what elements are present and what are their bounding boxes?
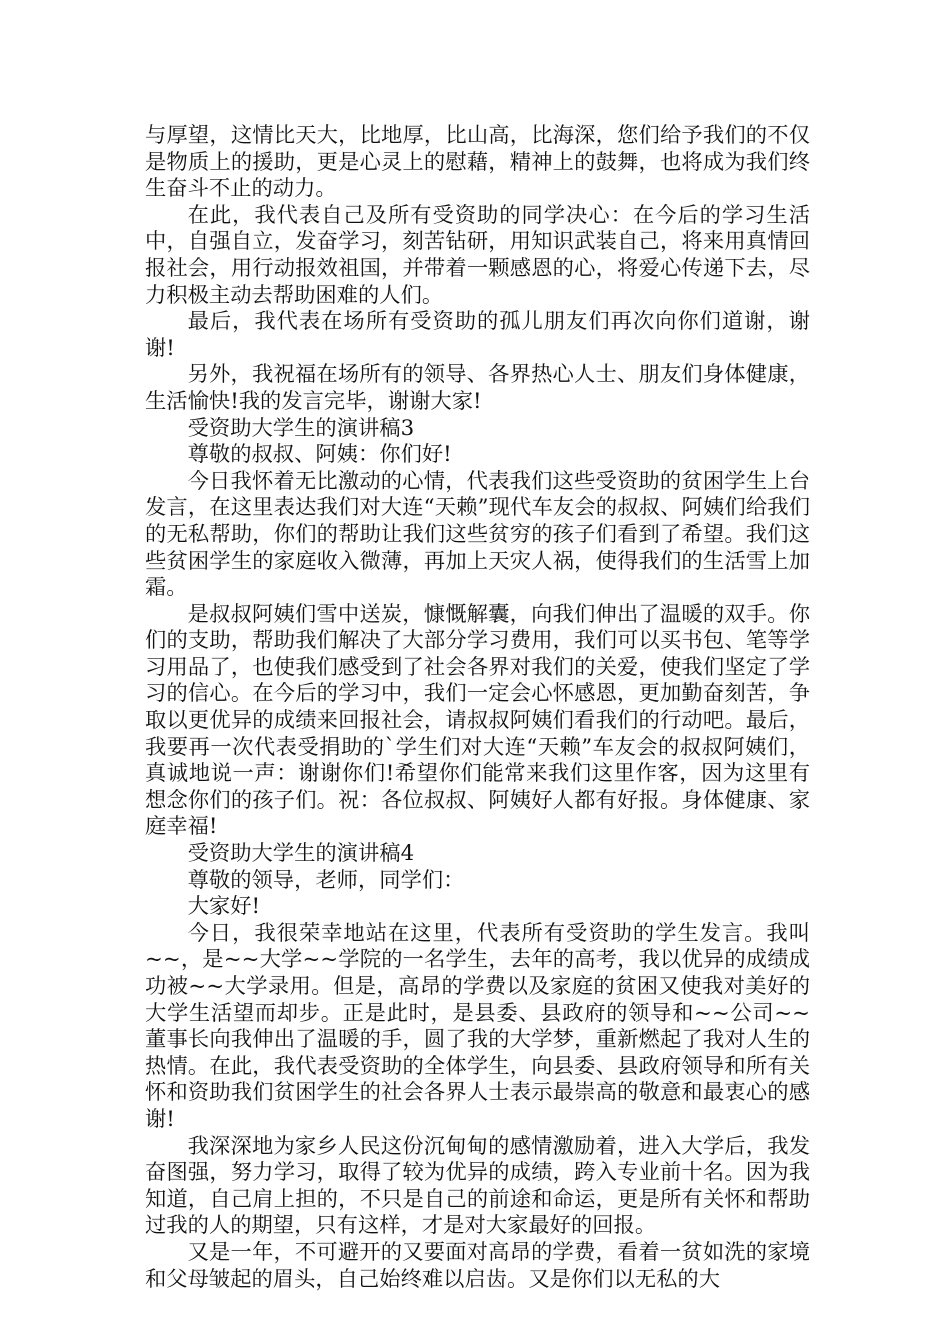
paragraph-13: 我深深地为家乡人民这份沉甸甸的感情激励着，进入大学后，我发奋图强，努力学习，取得了较为优异的成绩，跨入专业前十名。因为我知道，自己肩上担的，不只是自己的前途和命运，更是所有关怀和帮助过我的人的期望，只有这样，才是对大家最好的回报。: [145, 1133, 810, 1239]
paragraph-2: 在此，我代表自己及所有受资助的同学决心：在今后的学习生活中，自强自立，发奋学习，刻苦钻研，用知识武装自己，将来用真情回报社会，用行动报效祖国，并带着一颗感恩的心，将爱心传递下去，尽力积极主动去帮助困难的人们。: [145, 202, 810, 308]
section-heading-4: 受资助大学生的演讲稿4: [187, 841, 415, 867]
paragraph-8: 是叔叔阿姨们雪中送炭，慷慨解囊，向我们伸出了温暖的双手。你们的支助，帮助我们解决了大部分学习费用，我们可以买书包、笔等学习用品了，也使我们感受到了社会各界对我们的关爱，使我们坚定了学习的信心。在今后的学习中，我们一定会心怀感恩，更加勤奋刻苦，争取以更优异的成绩来回报社会，请叔叔阿姨们看我们的行动吧。最后，我要再一次代表受捐助的`学生们对大连“天赖”车友会的叔叔阿姨们，真诚地说一声：谢谢你们!希望你们能常来我们这里作客，因为这里有想念你们的孩子们。祝：各位叔叔、阿姨好人都有好报。身体健康、家庭幸福!: [145, 601, 810, 840]
salutation-4: 尊敬的领导，老师，同学们：: [187, 867, 465, 893]
greeting-4: 大家好!: [187, 894, 261, 920]
paragraph-3: 最后，我代表在场所有受资助的孤儿朋友们再次向你们道谢，谢谢!: [145, 309, 810, 361]
paragraph-1: 与厚望，这情比天大，比地厚，比山高，比海深，您们给予我们的不仅是物质上的援助，更是心灵上的慰藉，精神上的鼓舞，也将成为我们终生奋斗不止的动力。: [145, 123, 810, 202]
salutation-3: 尊敬的叔叔、阿姨：你们好!: [187, 442, 452, 468]
paragraph-7: 今日我怀着无比激动的心情，代表我们这些受资助的贫困学生上台发言，在这里表达我们对大连“天赖”现代车友会的叔叔、阿姨们给我们的无私帮助，你们的帮助让我们这些贫穷的孩子们看到了希望。我们这些贫困学生的家庭收入微薄，再加上天灾人祸，使得我们的生活雪上加霜。: [145, 468, 810, 601]
document-body: [145, 123, 810, 1293]
paragraph-12: 今日，我很荣幸地站在这里，代表所有受资助的学生发言。我叫~~，是~~大学~~学院的一名学生，去年的高考，我以优异的成绩成功被~~大学录用。但是，高昂的学费以及家庭的贫困又使我对美好的大学生活望而却步。正是此时，是县委、县政府的领导和~~公司~~董事长向我伸出了温暖的手，圆了我的大学梦，重新燃起了我对人生的热情。在此，我代表受资助的全体学生，向县委、县政府领导和所有关怀和资助我们贫困学生的社会各界人士表示最崇高的敬意和最衷心的感谢!: [145, 920, 810, 1132]
section-heading-3: 受资助大学生的演讲稿3: [187, 415, 415, 441]
paragraph-14: 又是一年，不可避开的又要面对高昂的学费，看着一贫如洗的家境和父母皱起的眉头，自己始终难以启齿。又是你们以无私的大: [145, 1239, 810, 1292]
paragraph-4: 另外，我祝福在场所有的领导、各界热心人士、朋友们身体健康，生活愉快!我的发言完毕，谢谢大家!: [145, 362, 810, 414]
